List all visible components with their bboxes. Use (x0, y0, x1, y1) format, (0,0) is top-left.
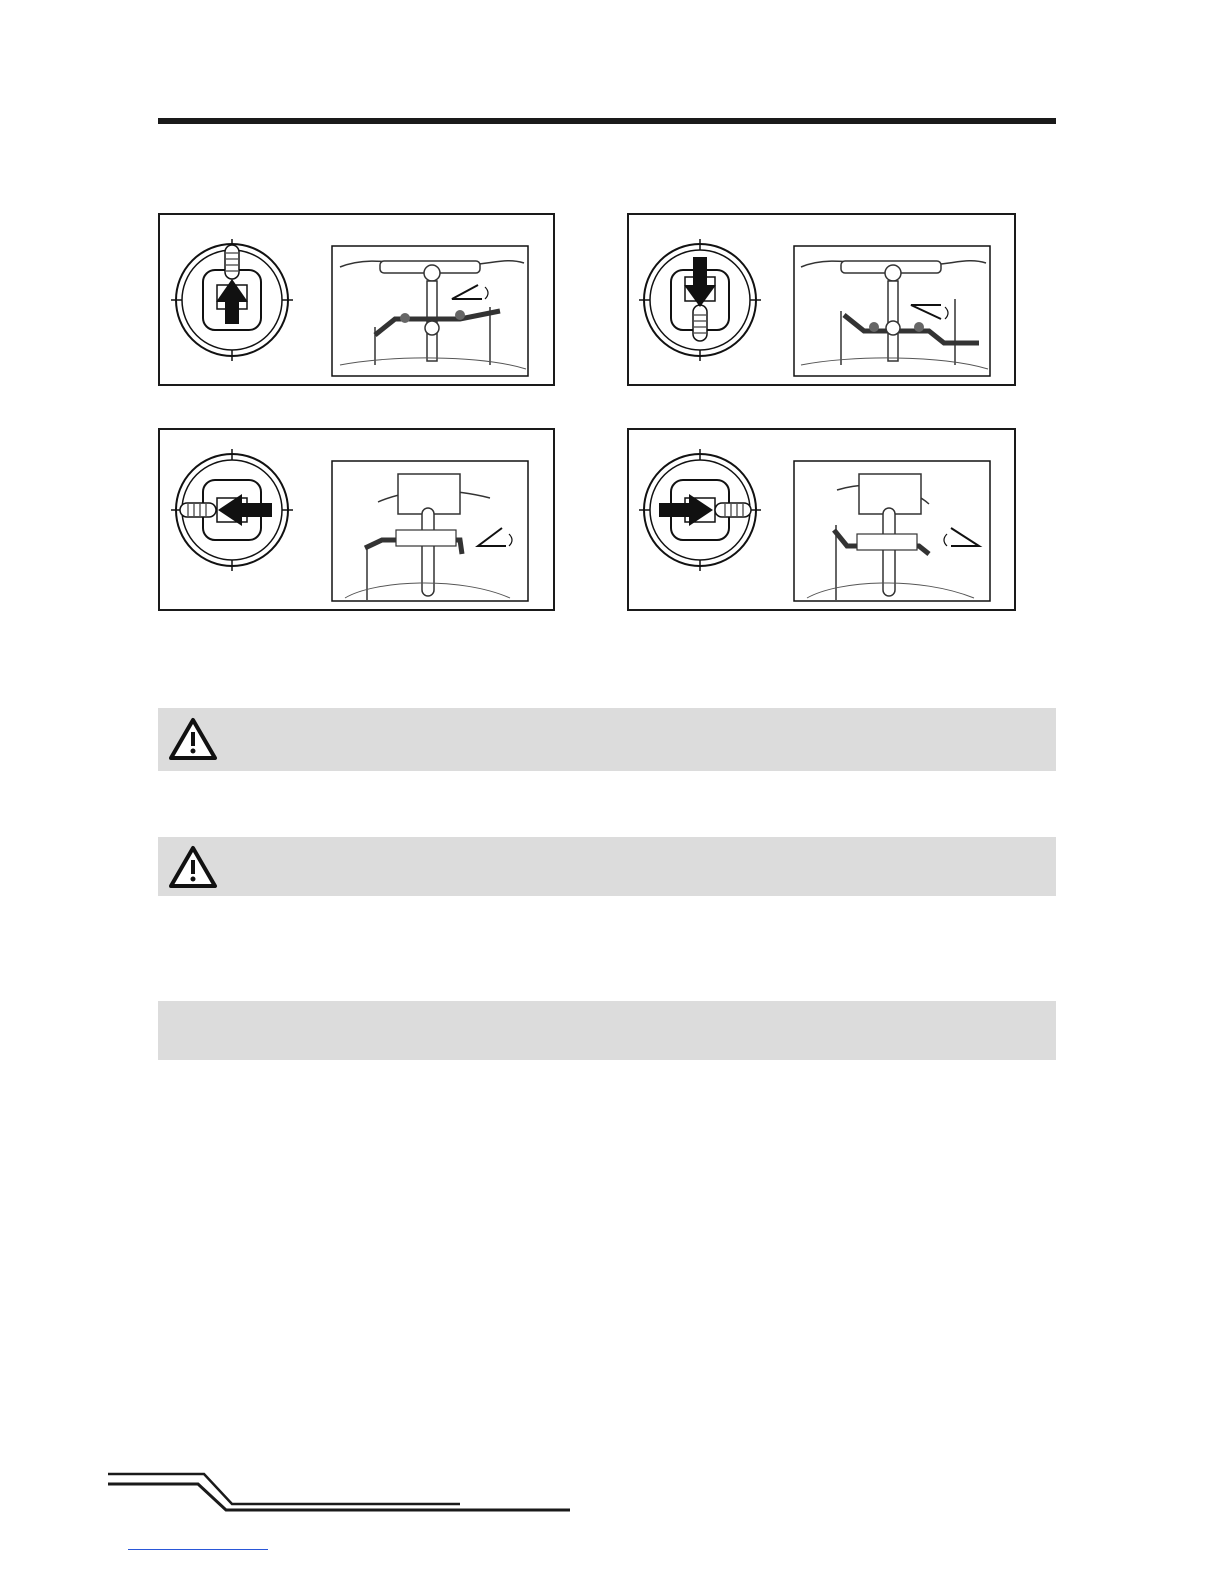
arrow-right-icon (659, 494, 713, 526)
warning-notice (158, 837, 1056, 896)
warning-notice (158, 708, 1056, 771)
warning-triangle-icon (168, 844, 218, 890)
header-rule (158, 118, 1056, 124)
arrow-down-icon (684, 257, 716, 307)
note-box (158, 1001, 1056, 1060)
panel-stick-down (627, 213, 1016, 386)
footer-stripe-decoration (108, 1470, 578, 1516)
panel-stick-up (158, 213, 555, 386)
rotor-head-diagram (332, 246, 528, 376)
panel-stick-left (158, 428, 555, 611)
arrow-left-icon (218, 494, 272, 526)
swashplate-side-diagram (794, 461, 990, 601)
panel-stick-right (627, 428, 1016, 611)
rotor-head-diagram (794, 246, 990, 376)
footer-link-underline[interactable] (128, 1549, 268, 1550)
warning-triangle-icon (168, 716, 218, 762)
